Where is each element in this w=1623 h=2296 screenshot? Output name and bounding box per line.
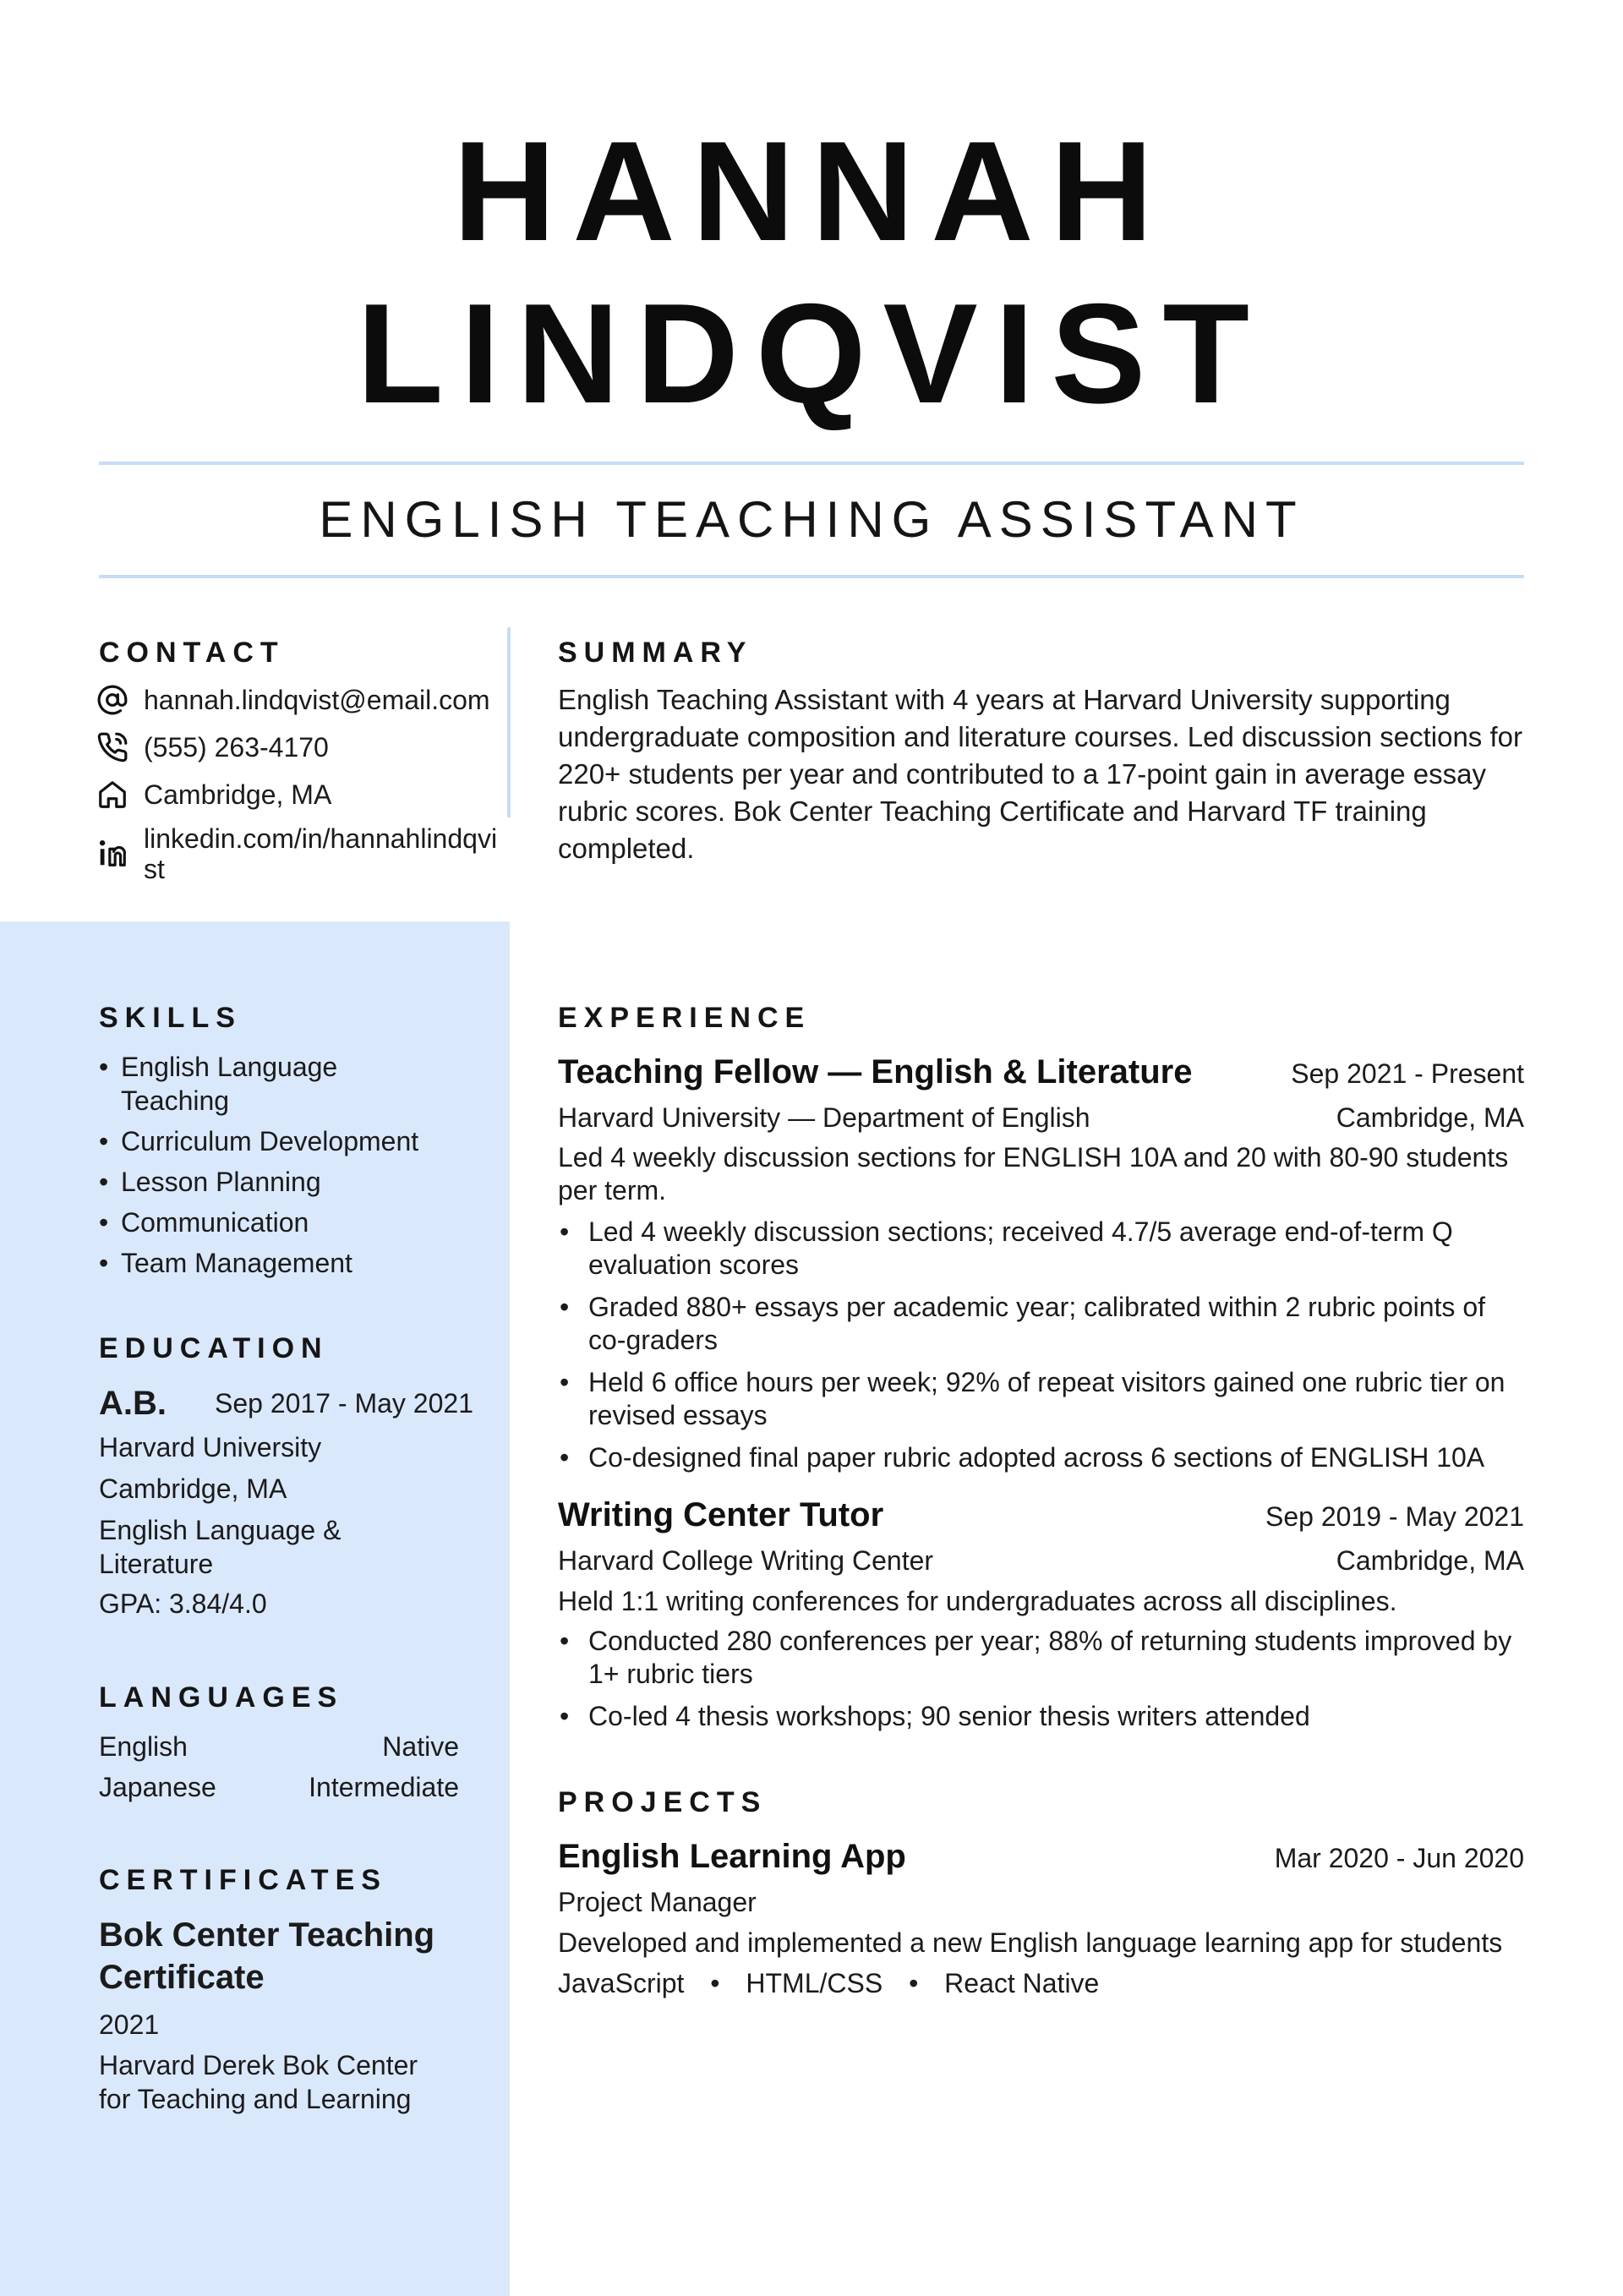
home-icon: [96, 779, 128, 811]
list-item: • Held 6 office hours per week; 92% of repeat visitors gained one rubric tier on revised essays: [558, 1366, 1524, 1432]
job-organization: Harvard College Writing Center: [558, 1545, 934, 1576]
job-bullets: [558, 1625, 1524, 1742]
projects-heading: PROJECTS: [558, 1786, 768, 1818]
list-item: • Co-designed final paper rubric adopted across 6 sections of ENGLISH 10A: [558, 1441, 1524, 1474]
language-level: Intermediate: [309, 1772, 459, 1802]
project-tech-stack: [558, 1966, 1099, 2000]
list-item: • Led 4 weekly discussion sections; received 4.7/5 average end-of-term Q evaluation scores: [558, 1216, 1524, 1282]
project-role: Project Manager: [558, 1887, 757, 1917]
experience-heading: EXPERIENCE: [558, 1002, 812, 1034]
job-dates: Sep 2019 - May 2021: [1265, 1501, 1524, 1532]
last-name: LINDQVIST: [356, 274, 1267, 433]
certificates-heading: CERTIFICATES: [99, 1864, 387, 1896]
education-field: English Language & Literature: [99, 1515, 342, 1579]
job-title: ENGLISH TEACHING ASSISTANT: [319, 491, 1304, 548]
list-item: • English Language Teaching: [99, 1050, 418, 1118]
education-dates: Sep 2017 - May 2021: [215, 1388, 473, 1419]
title-top-divider: [99, 462, 1524, 465]
at-sign-icon: [96, 684, 128, 716]
first-name: HANNAH: [453, 112, 1170, 271]
summary-text: English Teaching Assistant with 4 years at Harvard University supporting undergraduate composition and literature courses. Led discussion sections for 220+ students per year and contributed to a 17-point gain in average essay rubric scores. Bok Center Teaching Certificate and Harvard TF training completed.: [558, 684, 1522, 864]
contact-location: Cambridge, MA: [144, 779, 332, 810]
education-heading: EDUCATION: [99, 1332, 329, 1364]
list-item: • Curriculum Development: [99, 1124, 418, 1158]
separator-dot: •: [909, 1968, 919, 1998]
list-item: • Co-led 4 thesis workshops; 90 senior thesis writers attended: [558, 1700, 1524, 1733]
phone-icon: [96, 731, 128, 763]
language-name: Japanese: [99, 1772, 216, 1802]
job-title: Writing Center Tutor: [558, 1496, 884, 1533]
job-description: Led 4 weekly discussion sections for ENGLISH 10A and 20 with 80-90 students per term.: [558, 1142, 1509, 1205]
certificate-year: 2021: [99, 2009, 160, 2040]
tech-item: React Native: [944, 1968, 1100, 1998]
project-description: Developed and implemented a new English language learning app for students: [558, 1927, 1503, 1958]
contact-email[interactable]: hannah.lindqvist@email.com: [144, 685, 490, 715]
contact-phone[interactable]: (555) 263-4170: [144, 732, 329, 763]
education-degree: A.B.: [99, 1385, 167, 1422]
list-item: • Lesson Planning: [99, 1165, 418, 1199]
job-organization: Harvard University — Department of English: [558, 1102, 1090, 1133]
linkedin-icon: [96, 837, 128, 869]
project-dates: Mar 2020 - Jun 2020: [1274, 1843, 1524, 1873]
certificate-issuer: Harvard Derek Bok Center for Teaching and Learning: [99, 2050, 418, 2114]
certificate-name: Bok Center Teaching Certificate: [99, 1916, 435, 1996]
separator-dot: •: [710, 1968, 720, 1998]
contact-linkedin[interactable]: linkedin.com/in/hannahlindqvist: [144, 823, 498, 884]
list-item: • Conducted 280 conferences per year; 88% of returning students improved by 1+ rubric tiers: [558, 1625, 1524, 1691]
job-location: Cambridge, MA: [1336, 1545, 1524, 1576]
job-description: Held 1:1 writing conferences for undergraduates across all disciplines.: [558, 1586, 1397, 1616]
language-name: English: [99, 1731, 188, 1762]
job-bullets: [558, 1216, 1524, 1484]
contact-heading: CONTACT: [99, 637, 285, 669]
education-location: Cambridge, MA: [99, 1473, 287, 1504]
skills-heading: SKILLS: [99, 1002, 242, 1034]
education-school: Harvard University: [99, 1432, 322, 1462]
tech-item: JavaScript: [558, 1968, 685, 1998]
sidebar-wave: [0, 913, 510, 1048]
education-gpa: GPA: 3.84/4.0: [99, 1588, 267, 1619]
language-level: Native: [382, 1731, 459, 1762]
summary-heading: SUMMARY: [558, 637, 753, 669]
list-item: • Graded 880+ essays per academic year; calibrated within 2 rubric points of co-graders: [558, 1291, 1524, 1357]
list-item: • Team Management: [99, 1246, 418, 1280]
list-item: • Communication: [99, 1205, 418, 1239]
tech-item: HTML/CSS: [746, 1968, 883, 1998]
job-dates: Sep 2021 - Present: [1291, 1058, 1524, 1089]
job-title: Teaching Fellow — English & Literature: [558, 1053, 1193, 1091]
languages-heading: LANGUAGES: [99, 1681, 344, 1714]
job-location: Cambridge, MA: [1336, 1102, 1524, 1133]
skills-list: [99, 1050, 418, 1280]
contact-summary-divider: [507, 627, 511, 817]
project-name: English Learning App: [558, 1838, 906, 1875]
title-bottom-divider: [99, 575, 1524, 578]
